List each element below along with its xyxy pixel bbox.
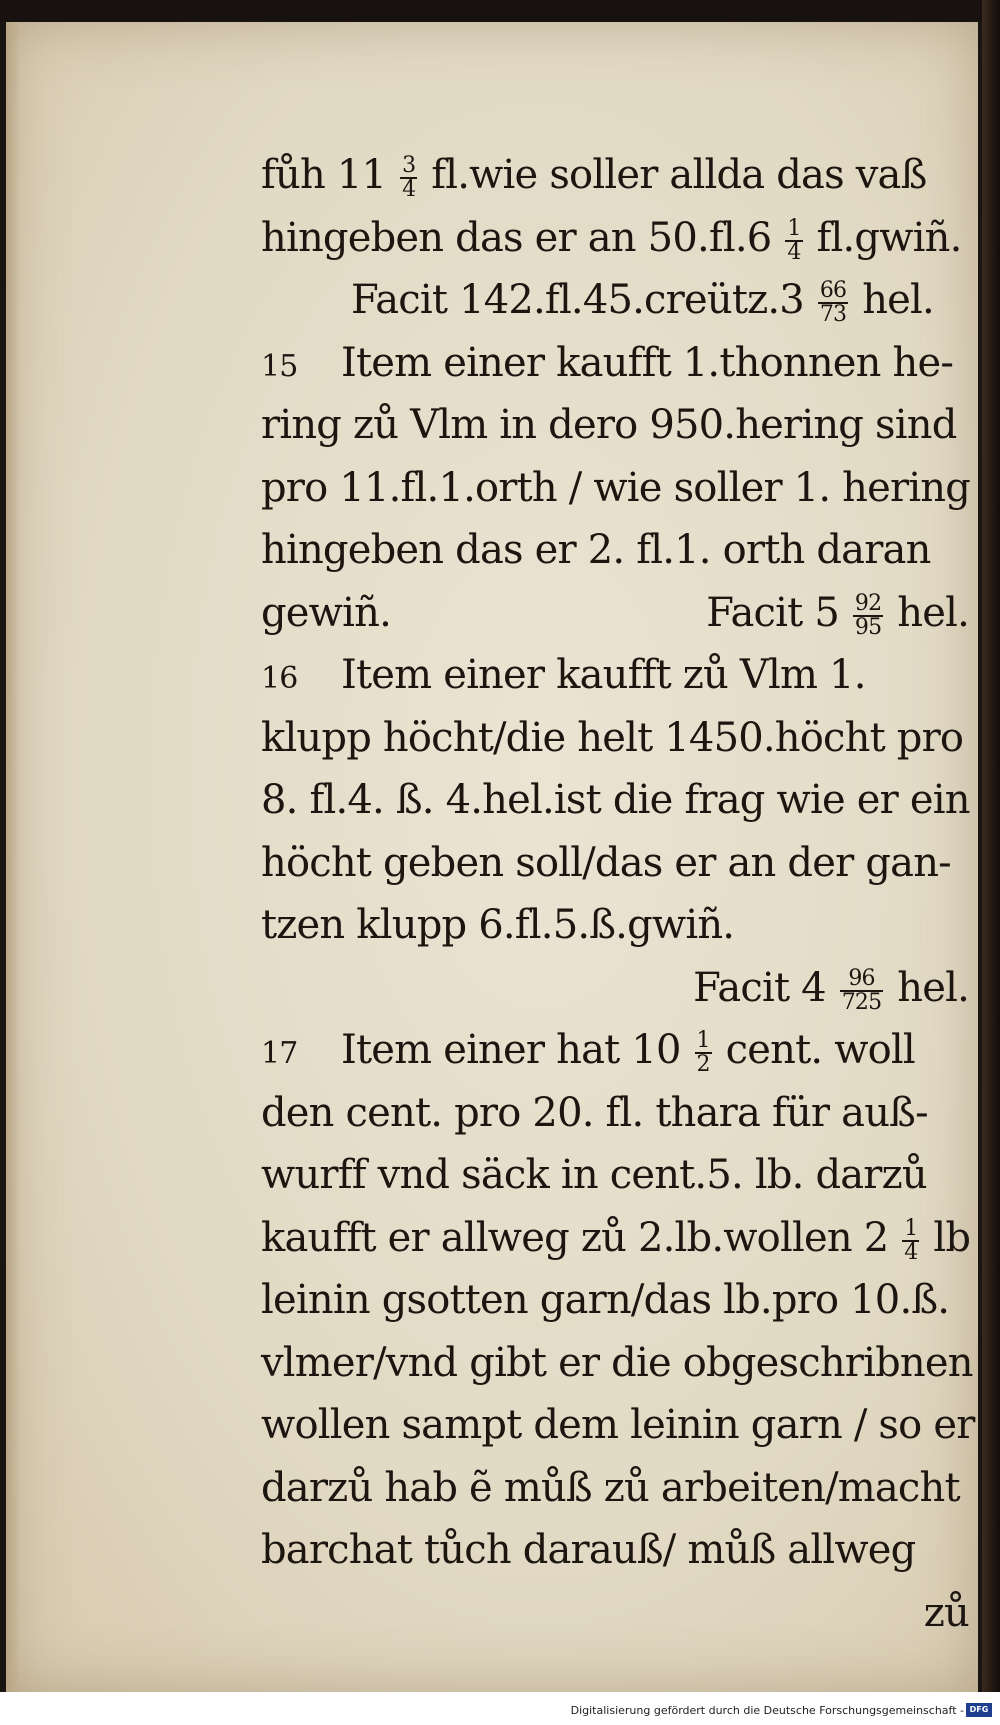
text-line: pro 11.fl.1.orth / wie soller 1. hering bbox=[261, 464, 971, 511]
text-span: Item einer kaufft zů Vlm 1. bbox=[341, 652, 866, 698]
text-line: leinin gsotten garn/das lb.pro 10.ß. bbox=[261, 1277, 950, 1323]
text-line bbox=[261, 332, 981, 395]
fraction bbox=[695, 1030, 712, 1076]
text-line: klupp höcht/die helt 1450.höcht pro bbox=[261, 714, 964, 761]
page-text-block bbox=[261, 144, 981, 1644]
fraction-numerator: 96 bbox=[840, 968, 884, 992]
fraction-denominator: 2 bbox=[696, 1052, 710, 1077]
fraction bbox=[785, 215, 802, 265]
text-line: tzen klupp 6.fl.5.ß.gwiñ. bbox=[261, 902, 735, 948]
fraction bbox=[853, 590, 883, 640]
item-number: 16 bbox=[261, 661, 298, 696]
page-gutter-shadow bbox=[6, 22, 20, 1692]
text-line: vlmer/vnd gibt er die obgeschribnen bbox=[261, 1339, 973, 1386]
text-line: 8. fl.4. ß. 4.hel.ist die frag wie er ein bbox=[261, 777, 970, 823]
fraction bbox=[840, 965, 884, 1015]
fraction bbox=[902, 1215, 919, 1265]
scan-right-border bbox=[982, 0, 1000, 1725]
text-line: wurff vnd säck in cent.5. lb. darzů bbox=[261, 1152, 927, 1198]
text-span: hingeben das er an 50.fl.6 bbox=[261, 214, 772, 261]
text-line bbox=[261, 144, 981, 207]
fraction-numerator: 3 bbox=[402, 153, 416, 178]
text-line bbox=[261, 207, 981, 270]
text-span: lb bbox=[933, 1214, 971, 1261]
fraction-numerator: 1 bbox=[787, 215, 801, 241]
text-line bbox=[261, 644, 981, 707]
text-line bbox=[261, 1019, 981, 1082]
text-span: Facit 142.fl.45.creütz.3 bbox=[351, 277, 804, 323]
fraction-denominator: 73 bbox=[819, 302, 847, 327]
fraction-denominator: 725 bbox=[841, 989, 882, 1015]
text-span: kaufft er allweg zů 2.lb.wollen 2 bbox=[261, 1214, 889, 1261]
fraction-numerator: 1 bbox=[696, 1028, 710, 1053]
text-line: hingeben das er 2. fl.1. orth daran bbox=[261, 527, 931, 573]
text-span: gewiñ. bbox=[261, 589, 391, 636]
text-span: fůh 11 bbox=[261, 152, 387, 198]
text-line: ring zů Vlm in dero 950.hering sind bbox=[261, 402, 957, 448]
fraction-denominator: 4 bbox=[402, 177, 416, 202]
item-number: 17 bbox=[261, 1036, 298, 1071]
scan-top-border bbox=[0, 0, 1000, 22]
text-span: cent. woll bbox=[725, 1027, 915, 1073]
text-line: den cent. pro 20. fl. thara für auß- bbox=[261, 1089, 928, 1136]
funding-credit: Digitalisierung gefördert durch die Deutsche Forschungsgemeinschaft - bbox=[570, 1704, 964, 1717]
facit-line bbox=[261, 957, 981, 1020]
fraction-denominator: 4 bbox=[787, 239, 801, 265]
text-span: hel. bbox=[862, 277, 934, 323]
text-span: Facit 4 bbox=[693, 964, 826, 1011]
text-line bbox=[261, 1207, 981, 1270]
facit-line bbox=[261, 269, 981, 332]
fraction-denominator: 95 bbox=[854, 614, 882, 640]
text-span: Item einer kaufft 1.thonnen he- bbox=[341, 339, 954, 386]
fraction-numerator: 92 bbox=[854, 590, 882, 616]
scan-footer bbox=[0, 1692, 1000, 1725]
facit-result bbox=[706, 582, 969, 645]
text-span: hel. bbox=[897, 964, 969, 1011]
text-line: höcht geben soll/das er an der gan- bbox=[261, 839, 951, 886]
text-line: darzů hab ẽ můß zů arbeiten/macht bbox=[261, 1464, 960, 1511]
text-line: barchat tůch darauß/ můß allweg bbox=[261, 1527, 916, 1573]
text-span: Facit 5 bbox=[706, 589, 839, 636]
text-span: Item einer hat 10 bbox=[341, 1027, 681, 1073]
item-number: 15 bbox=[261, 348, 298, 384]
book-page bbox=[6, 22, 978, 1692]
dfg-logo: DFG bbox=[966, 1703, 992, 1717]
fraction bbox=[400, 155, 417, 201]
text-line bbox=[261, 582, 981, 645]
fraction bbox=[818, 280, 848, 326]
text-span: fl.wie soller allda das vaß bbox=[431, 152, 927, 198]
fraction-numerator: 1 bbox=[904, 1215, 918, 1241]
text-span: fl.gwiñ. bbox=[816, 214, 962, 261]
catchword: zů bbox=[923, 1589, 969, 1636]
text-line: wollen sampt dem leinin garn / so er bbox=[261, 1402, 975, 1448]
fraction-denominator: 4 bbox=[904, 1239, 918, 1265]
fraction-numerator: 66 bbox=[819, 278, 847, 303]
text-span: hel. bbox=[897, 589, 969, 636]
